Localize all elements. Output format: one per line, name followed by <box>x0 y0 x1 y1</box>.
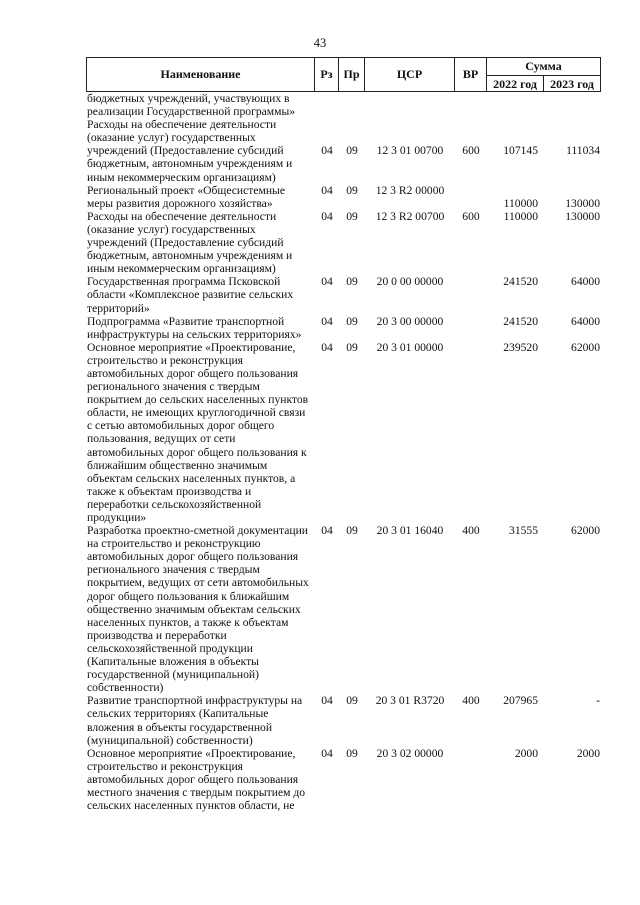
page-number: 43 <box>313 36 327 50</box>
row-sum-2022 <box>487 92 544 118</box>
row-csr <box>365 92 455 118</box>
column-header-rz: Рз <box>314 57 338 92</box>
row-name: бюджетных учреждений, участвующих в реализации Государственной программы» <box>87 92 296 119</box>
row-name: Основное мероприятие «Проектирование, строительство и реконструкция автомобильных дорог общего пользования местного значения с твердым покрытием до сельских населенных пунктов области, не <box>87 746 306 813</box>
row-name: Развитие транспортной инфраструктуры на сельских территориях (Капитальные вложения в объекты государственной (муниципальной) собственности) <box>87 694 303 747</box>
table-row <box>87 184 602 210</box>
row-rz: 04 <box>321 746 333 760</box>
row-csr: 20 3 01 16040 <box>376 524 444 538</box>
row-name: Основное мероприятие «Проектирование, строительство и реконструкция автомобильных дорог общего пользования регионального значения с твердым покрытием до сельских населенных пунктов области, не имеющих круглогодичной связи с сетью автомобильных дорог общего пользования, ведущих от сети автомобильных дорог общего пользования к ближайшим общественно значимым объектам сельских населенных пунктов, а также к объектам производства и переработки сельскохозяйственной продукции» <box>87 340 309 524</box>
table-header <box>86 57 601 92</box>
row-pr: 09 <box>346 144 358 158</box>
row-csr: 20 3 00 00000 <box>376 314 444 328</box>
row-sum-2023: 64000 <box>571 314 600 328</box>
row-name: Расходы на обеспечение деятельности (оказание услуг) государственных учреждений (Предоставление субсидий бюджетным, автономным учреждениям и иным некоммерческим организациям) <box>87 118 293 184</box>
row-rz: 04 <box>321 524 333 538</box>
row-vr <box>455 92 487 118</box>
row-vr: 600 <box>462 144 480 158</box>
row-sum-2023: 62000 <box>571 340 600 354</box>
table-row <box>87 694 602 746</box>
table-body <box>87 92 602 812</box>
row-rz: 04 <box>321 144 333 158</box>
row-vr: 600 <box>462 209 480 223</box>
row-name: Расходы на обеспечение деятельности (оказание услуг) государственных учреждений (Предоставление субсидий бюджетным, автономным учреждениям и иным некоммерческим организациям) <box>87 209 293 276</box>
row-csr: 12 3 R2 00700 <box>375 209 445 223</box>
column-header-vr: ВР <box>454 57 486 92</box>
row-sum-2023: 111034 <box>566 144 600 158</box>
column-header-name: Наименование <box>86 57 314 92</box>
row-pr: 09 <box>346 746 358 760</box>
row-sum-2022: 241520 <box>503 314 538 328</box>
row-csr: 20 0 00 00000 <box>376 275 444 289</box>
row-vr <box>455 184 487 210</box>
row-pr: 09 <box>346 340 358 354</box>
row-sum-2023: - <box>596 694 600 708</box>
row-sum-2022: 107145 <box>503 144 538 158</box>
row-name: Региональный проект «Общесистемные меры развития дорожного хозяйства» <box>87 183 285 210</box>
row-pr: 09 <box>346 275 358 289</box>
row-vr <box>455 275 487 314</box>
row-sum-2023: 64000 <box>571 275 600 289</box>
row-csr: 20 3 02 00000 <box>376 746 444 760</box>
row-sum-2023: 130000 <box>565 196 600 210</box>
table-row <box>87 524 602 694</box>
row-rz: 04 <box>321 694 333 708</box>
table-row <box>87 747 602 812</box>
row-sum-2022: 239520 <box>503 340 538 354</box>
row-sum-2022: 110000 <box>503 209 538 223</box>
row-sum-2022: 241520 <box>503 275 538 289</box>
row-vr <box>455 341 487 524</box>
row-pr: 09 <box>346 524 358 538</box>
row-vr: 400 <box>462 524 480 538</box>
column-header-csr: ЦСР <box>364 57 454 92</box>
row-sum-2023 <box>544 92 602 118</box>
table-row <box>87 92 602 118</box>
table-row <box>87 341 602 524</box>
row-vr: 400 <box>462 694 480 708</box>
column-header-pr: Пр <box>338 57 364 92</box>
row-vr <box>455 315 487 341</box>
row-csr: 20 3 01 00000 <box>376 340 444 354</box>
column-header-years <box>487 76 600 92</box>
row-pr: 09 <box>346 694 358 708</box>
row-rz: 04 <box>321 275 333 289</box>
row-name: Подпрограмма «Развитие транспортной инфраструктуры на сельских территориях» <box>87 314 302 341</box>
row-pr: 09 <box>346 183 358 197</box>
row-sum-2022: 110000 <box>503 196 538 210</box>
row-pr <box>339 92 365 118</box>
row-sum-2023: 2000 <box>576 746 600 760</box>
row-vr <box>455 747 487 812</box>
column-header-sum-title: Сумма <box>487 58 600 76</box>
table-row <box>87 210 602 275</box>
row-name: Государственная программа Псковской области «Комплексное развитие сельских территорий» <box>87 275 294 315</box>
row-pr: 09 <box>346 209 358 223</box>
column-header-year-2023: 2023 год <box>550 77 594 91</box>
row-rz: 04 <box>321 340 333 354</box>
row-csr: 12 3 R2 00000 <box>375 183 445 197</box>
row-sum-2022: 2000 <box>514 746 538 760</box>
row-rz: 04 <box>321 209 333 223</box>
row-rz: 04 <box>321 314 333 328</box>
row-csr: 20 3 01 R3720 <box>375 694 445 708</box>
table-row <box>87 315 602 341</box>
row-sum-2023: 62000 <box>571 524 600 538</box>
row-sum-2022: 207965 <box>503 694 538 708</box>
column-header-year-2022: 2022 год <box>487 76 544 92</box>
row-sum-2023: 130000 <box>565 209 600 223</box>
row-csr: 12 3 01 00700 <box>376 144 444 158</box>
row-pr: 09 <box>346 314 358 328</box>
row-sum-2022: 31555 <box>509 524 538 538</box>
table-row <box>87 118 602 183</box>
row-rz: 04 <box>321 183 333 197</box>
row-name: Разработка проектно-сметной документации на строительство и реконструкцию автомобильных дорог общего пользования регионального значения с твердым покрытием, ведущих от сети автомобильных дорог общего пользования к ближайшим общественно значимым объектам сельских населенных пунктов, а также к объектам производства и переработки сельскохозяйственной продукции (Капитальные вложения в объекты государственной (муниципальной) собственности) <box>87 524 309 695</box>
row-rz <box>315 92 339 118</box>
table-row <box>87 275 602 314</box>
column-header-sum <box>486 57 601 92</box>
